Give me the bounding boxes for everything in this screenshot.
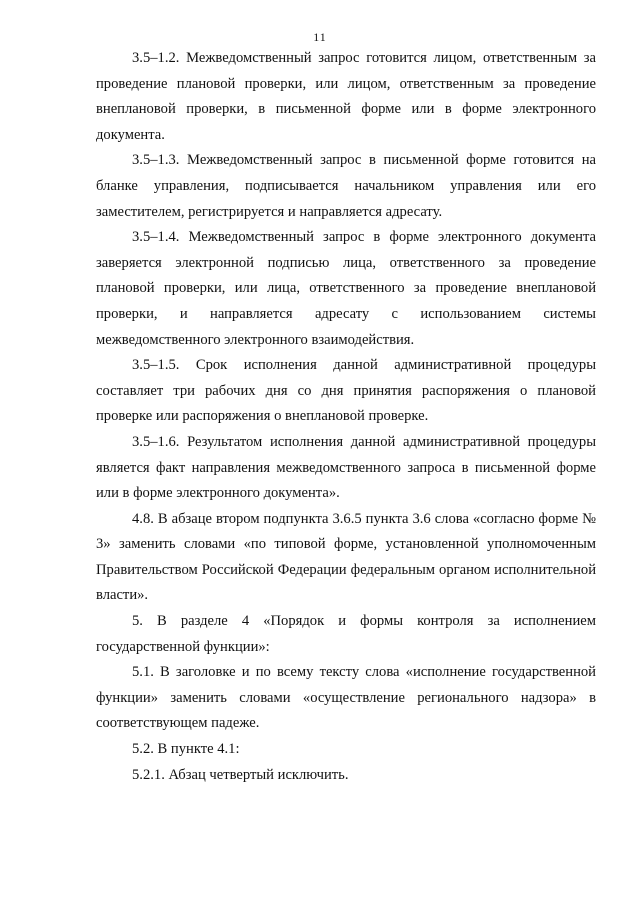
paragraph-3-5-1-2: 3.5–1.2. Межведомственный запрос готовится лицом, ответственным за проведение плановой проверки, или лицом, ответственным за проведение внеплановой проверки, в письменной форме или в форме электронного документа. — [96, 50, 596, 143]
paragraph-5-1: 5.1. В заголовке и по всему тексту слова «исполнение государственной функции» заменить словами «осуществление регионального надзора» в соответствующем падеже. — [96, 664, 596, 732]
page-number: 11 — [313, 30, 327, 44]
paragraph-5-2: 5.2. В пункте 4.1: — [132, 741, 240, 758]
document-body — [96, 46, 596, 788]
paragraph-3-5-1-6: 3.5–1.6. Результатом исполнения данной административной процедуры является факт направления межведомственного запроса в письменной форме или в форме электронного документа». — [96, 433, 596, 502]
paragraph-5: 5. В разделе 4 «Порядок и формы контроля за исполнением государственной функции»: — [96, 613, 596, 655]
paragraph-3-5-1-3: 3.5–1.3. Межведомственный запрос в письменной форме готовится на бланке управления, подписывается начальником управления или его заместителем, регистрируется и направляется адресату. — [96, 152, 596, 220]
paragraph-4-8: 4.8. В абзаце втором подпункта 3.6.5 пункта 3.6 слова «согласно форме № 3» заменить словами «по типовой форме, установленной уполномоченным Правительством Российской Федерации федеральным органом исполнительной власти». — [96, 510, 596, 604]
paragraph-5-2-1: 5.2.1. Абзац четвертый исключить. — [132, 766, 349, 783]
paragraph-3-5-1-5: 3.5–1.5. Срок исполнения данной административной процедуры составляет три рабочих дня со дня принятия распоряжения о плановой проверке или распоряжения о внеплановой проверке. — [96, 357, 596, 425]
paragraph-3-5-1-4: 3.5–1.4. Межведомственный запрос в форме электронного документа заверяется электронной подписью лица, ответственного за проведение плановой проверки, или лица, ответственного за проведение внеплановой проверки, и направляется адресату с использованием системы межведомственного электронного взаимодействия. — [96, 229, 596, 348]
